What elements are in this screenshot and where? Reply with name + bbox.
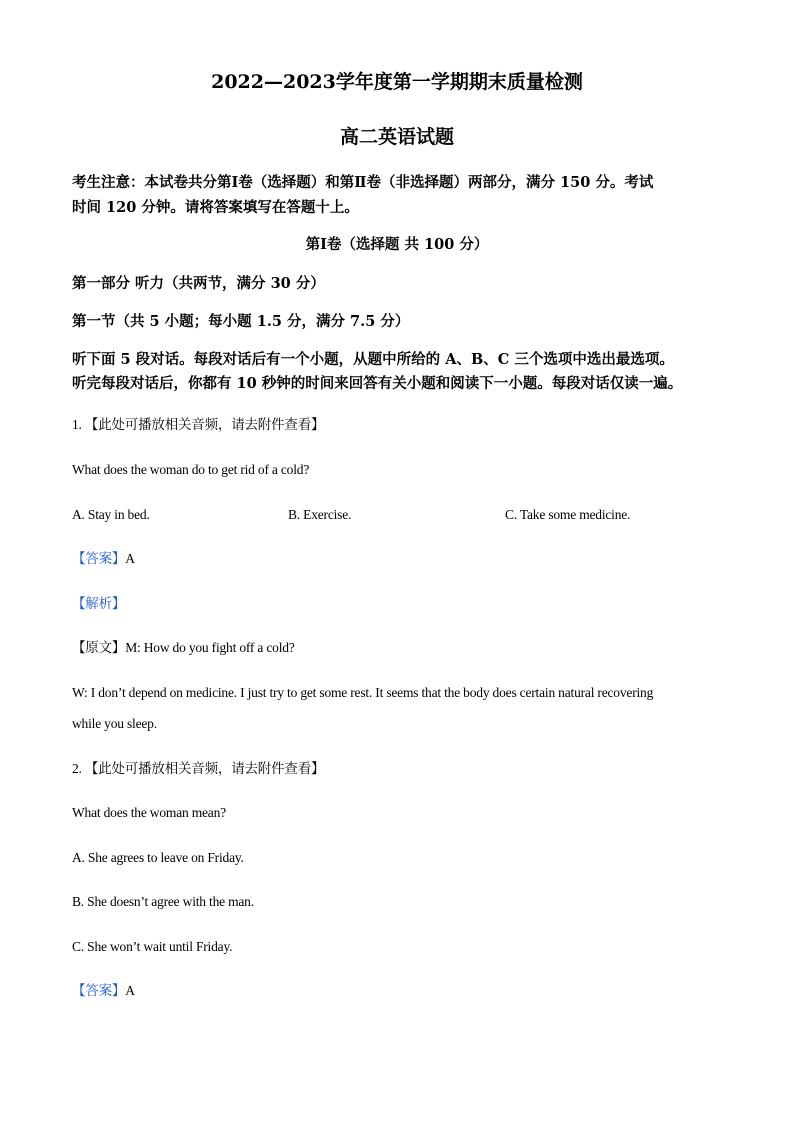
instructions-line-2: 听完每段对话后，你都有 10 秒钟的时间来回答有关小题和阅读下一小题。每段对话仅读一遍。 <box>72 375 683 392</box>
notice-line-1: 考生注意：本试卷共分第Ⅰ卷（选择题）和第Ⅱ卷（非选择题）两部分，满分 150 分。考试 <box>72 174 654 191</box>
original-line-3: while you sleep. <box>72 716 157 731</box>
original-line-2: W: I don’t depend on medicine. I just try to get some rest. It seems that the body does certain natural recovering <box>72 685 654 700</box>
answer-value: A <box>125 983 135 998</box>
option-b[interactable]: B. She doesn’t agree with the man. <box>72 894 254 909</box>
original-label: 【原文】 <box>72 640 126 655</box>
analysis-label: 【解析】 <box>72 596 126 611</box>
answer-1 <box>72 551 135 567</box>
question-1-options <box>0 507 794 527</box>
question-2-text: What does the woman mean? <box>72 805 226 820</box>
instructions-line-1: 听下面 5 段对话。每段对话后有一个小题，从题中所给的 A、B、C 三个选项中选出最选项。 <box>72 351 674 368</box>
answer-label: 【答案】 <box>72 551 126 566</box>
audio-note-1[interactable]: 1. 【此处可播放相关音频，请去附件查看】 <box>72 417 325 432</box>
option-c[interactable]: C. She won’t wait until Friday. <box>72 939 233 954</box>
answer-value: A <box>125 551 135 566</box>
volume-heading: 第Ⅰ卷（选择题 共 100 分） <box>305 236 489 253</box>
option-a[interactable]: A. Stay in bed. <box>72 507 150 522</box>
option-c[interactable]: C. Take some medicine. <box>505 507 631 522</box>
original-line-1 <box>72 640 295 656</box>
answer-label: 【答案】 <box>72 983 126 998</box>
exam-subtitle: 高二英语试题 <box>339 126 454 148</box>
answer-2 <box>72 983 135 999</box>
audio-note-2[interactable]: 2. 【此处可播放相关音频，请去附件查看】 <box>72 761 325 776</box>
notice-line-2: 时间 120 分钟。请将答案填写在答题十上。 <box>72 199 359 216</box>
question-1-text: What does the woman do to get rid of a cold? <box>72 462 310 477</box>
original-text-1: M: How do you fight off a cold? <box>125 640 295 655</box>
option-a[interactable]: A. She agrees to leave on Friday. <box>72 850 244 865</box>
option-b[interactable]: B. Exercise. <box>288 507 352 522</box>
part-heading: 第一部分 听力（共两节，满分 30 分） <box>72 275 325 292</box>
section-heading: 第一节（共 5 小题；每小题 1.5 分，满分 7.5 分） <box>72 313 410 330</box>
exam-title: 2022—2023学年度第一学期期末质量检测 <box>211 71 583 93</box>
